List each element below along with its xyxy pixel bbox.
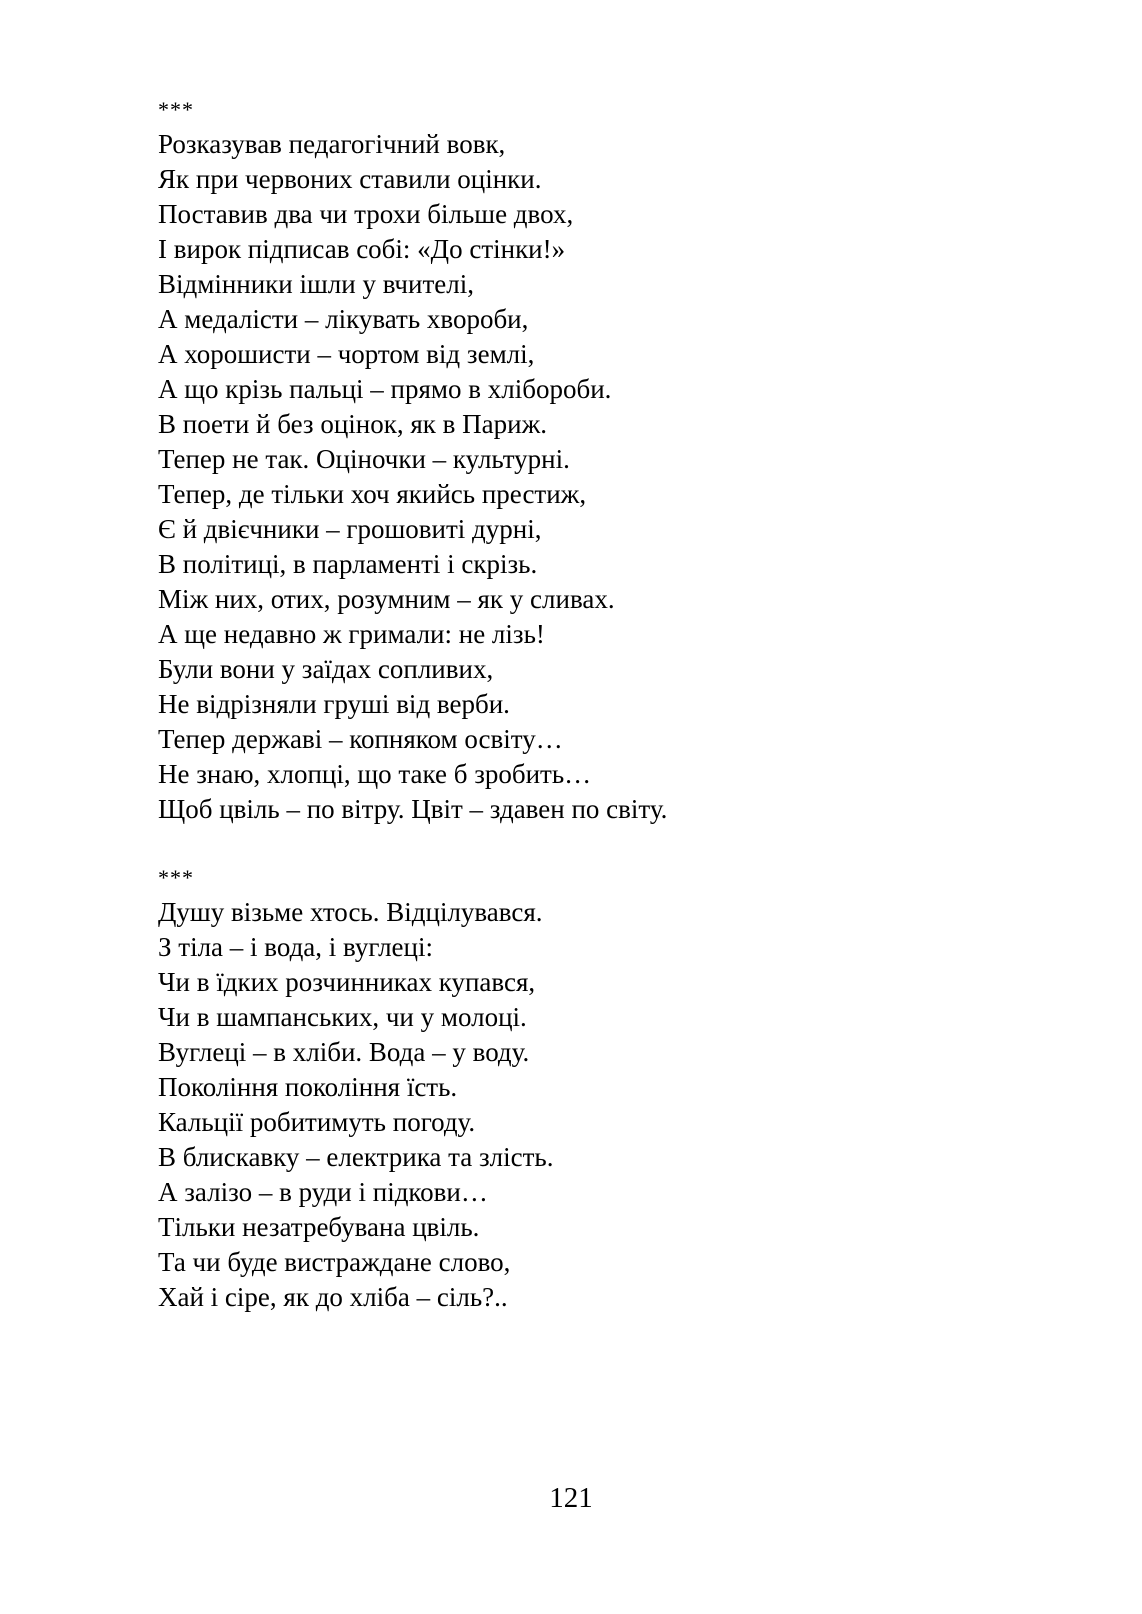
poem-line: Між них, отих, розумним – як у сливах.: [158, 584, 615, 614]
poem-line: З тіла – і вода, і вуглеці:: [158, 932, 433, 962]
poem-line: Розказував педагогічний вовк,: [158, 129, 506, 159]
poem-line: Були вони у заїдах сопливих,: [158, 654, 494, 684]
poem-line: Та чи буде вистраждане слово,: [158, 1247, 511, 1277]
poem-line: Не знаю, хлопці, що таке б зробить…: [158, 759, 592, 789]
poem-line: Тепер не так. Оціночки – культурні.: [158, 444, 570, 474]
poem-line: Відмінники ішли у вчителі,: [158, 269, 474, 299]
poem-line: Покоління покоління їсть.: [158, 1072, 458, 1102]
poem-line: Поставив два чи трохи більше двох,: [158, 199, 574, 229]
poem-line: Тепер державі – копняком освіту…: [158, 724, 563, 754]
poem-separator: ***: [158, 865, 194, 890]
poem-line: І вирок підписав собі: «До стінки!»: [158, 234, 566, 264]
poem-separator: ***: [158, 97, 194, 122]
poem-1: [158, 92, 958, 827]
poem-line: Кальції робитимуть погоду.: [158, 1107, 476, 1137]
poem-line: Не відрізняли груші від верби.: [158, 689, 510, 719]
poem-line: Тільки незатребувана цвіль.: [158, 1212, 480, 1242]
poem-line: Є й двієчники – грошовиті дурні,: [158, 514, 542, 544]
poem-line: В блискавку – електрика та злість.: [158, 1142, 554, 1172]
poem-line: Чи в шампанських, чи у молоці.: [158, 1002, 527, 1032]
poem-2: [158, 860, 958, 1315]
poem-line: В політиці, в парламенті і скрізь.: [158, 549, 538, 579]
poem-line: А ще недавно ж гримали: не лізь!: [158, 619, 545, 649]
poem-line: Душу візьме хтось. Відцілувався.: [158, 897, 543, 927]
poem-line: А хорошисти – чортом від землі,: [158, 339, 535, 369]
poem-line: Щоб цвіль – по вітру. Цвіт – здавен по світу.: [158, 794, 668, 824]
poem-line: Тепер, де тільки хоч якийсь престиж,: [158, 479, 587, 509]
poem-line: Вуглеці – в хліби. Вода – у воду.: [158, 1037, 530, 1067]
poem-line: Хай і сіре, як до хліба – сіль?..: [158, 1282, 508, 1312]
poem-line: В поети й без оцінок, як в Париж.: [158, 409, 547, 439]
poem-line: Чи в їдких розчинниках купався,: [158, 967, 536, 997]
poem-line: А залізо – в руди і підкови…: [158, 1177, 488, 1207]
poem-line: А що крізь пальці – прямо в хлібороби.: [158, 374, 612, 404]
page-number: 121: [549, 1482, 593, 1514]
poem-line: Як при червоних ставили оцінки.: [158, 164, 542, 194]
poem-line: А медалісти – лікувать хвороби,: [158, 304, 529, 334]
